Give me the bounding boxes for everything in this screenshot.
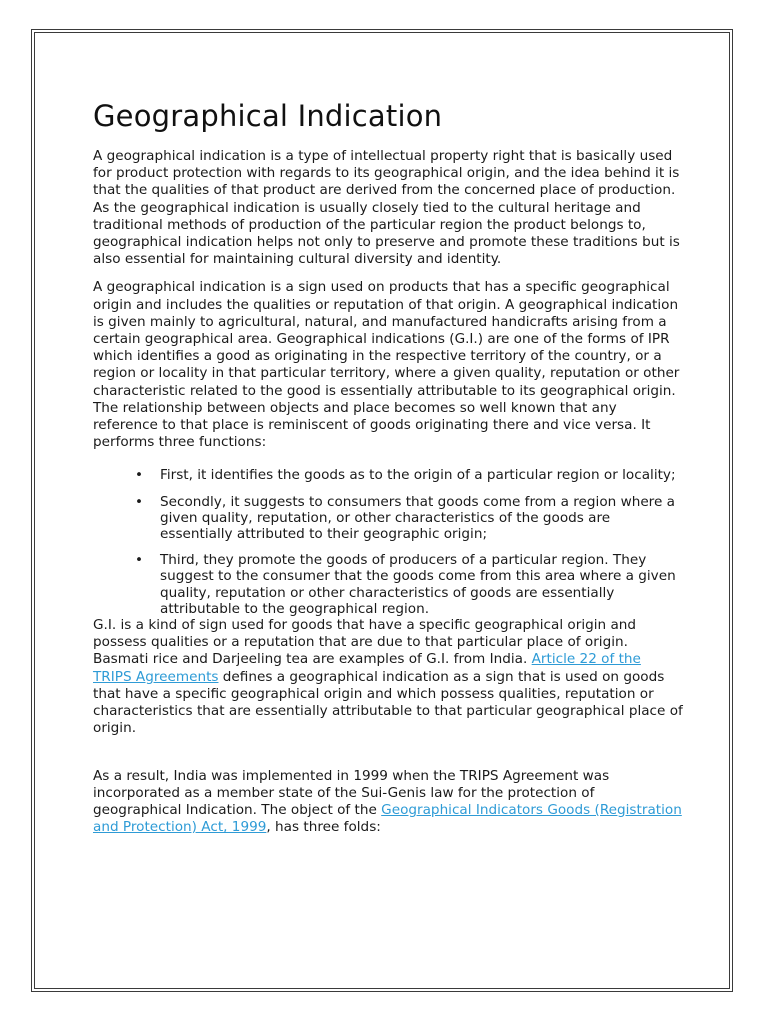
gi-act-link[interactable]: Geographical Indicators Goods (Registration and Protection) Act, 1999 <box>93 801 682 836</box>
list-item <box>93 552 683 617</box>
bullet-icon: • <box>135 467 144 484</box>
trips-text-after: defines a geographical indication as a sign that is used on goods that have a specific geographical origin and which possess qualities, reputation or characteristics that are essentially attributable to that particular geographical place of origin. <box>93 668 683 737</box>
india-text-before: As a result, India was implemented in 1999 when the TRIPS Agreement was incorporated as a member state of the Sui-Genis law for the protection of geographical Indication. The object of the <box>93 767 610 818</box>
trips-paragraph <box>93 617 683 737</box>
document-content <box>93 96 683 836</box>
list-item <box>93 467 683 483</box>
india-paragraph <box>93 768 683 837</box>
list-item-text: First, it identifies the goods as to the origin of a particular region or locality; <box>160 467 676 484</box>
list-item-text: Third, they promote the goods of producers of a particular region. They suggest to the consumer that the goods come from this area where a given quality, reputation or other characteristics of goods are essentially attributable to the geographical region. <box>160 552 676 617</box>
definition-paragraph: A geographical indication is a sign used on products that has a specific geographical origin and includes the qualities or reputation of that origin. A geographical indication is given mainly to agricultural, natural, and manufactured handicrafts arising from a certain geographical area. Geographical indications (G.I.) are one of the forms of IPR which identifies a good as originating in the respective territory of the country, or a region or locality in that particular territory, where a given quality, reputation or other characteristic related to the good is essentially attributable to its geographical origin. The relationship between objects and place becomes so well known that any reference to that place is reminiscent of goods originating there and vice versa. It performs three functions: <box>93 279 680 451</box>
page-title: Geographical Indication <box>93 99 443 133</box>
functions-list <box>93 467 683 617</box>
india-text-after: , has three folds: <box>266 819 381 836</box>
list-item-text: Secondly, it suggests to consumers that goods come from a region where a given quality, reputation, or other characteristics of the goods are essentially attributed to their geographic origin; <box>160 493 675 543</box>
trips-article-link[interactable]: Article 22 of the TRIPS Agreements <box>93 651 641 685</box>
intro-paragraph: A geographical indication is a type of intellectual property right that is basically used for product protection with regards to its geographical origin, and the idea behind it is that the qualities of that product are derived from the concerned place of production. As the geographical indication is usually closely tied to the cultural heritage and traditional methods of production of the particular region the product belongs to, geographical indication helps not only to preserve and promote these traditions but is also essential for maintaining cultural diversity and identity. <box>93 148 680 268</box>
bullet-icon: • <box>135 493 144 510</box>
bullet-icon: • <box>135 552 144 569</box>
list-item <box>93 494 683 543</box>
trips-text-before: G.I. is a kind of sign used for goods that have a specific geographical origin and possess qualities or a reputation that are due to that particular place of origin. Basmati rice and Darjeeling tea are examples of G.I. from India. <box>93 617 637 668</box>
